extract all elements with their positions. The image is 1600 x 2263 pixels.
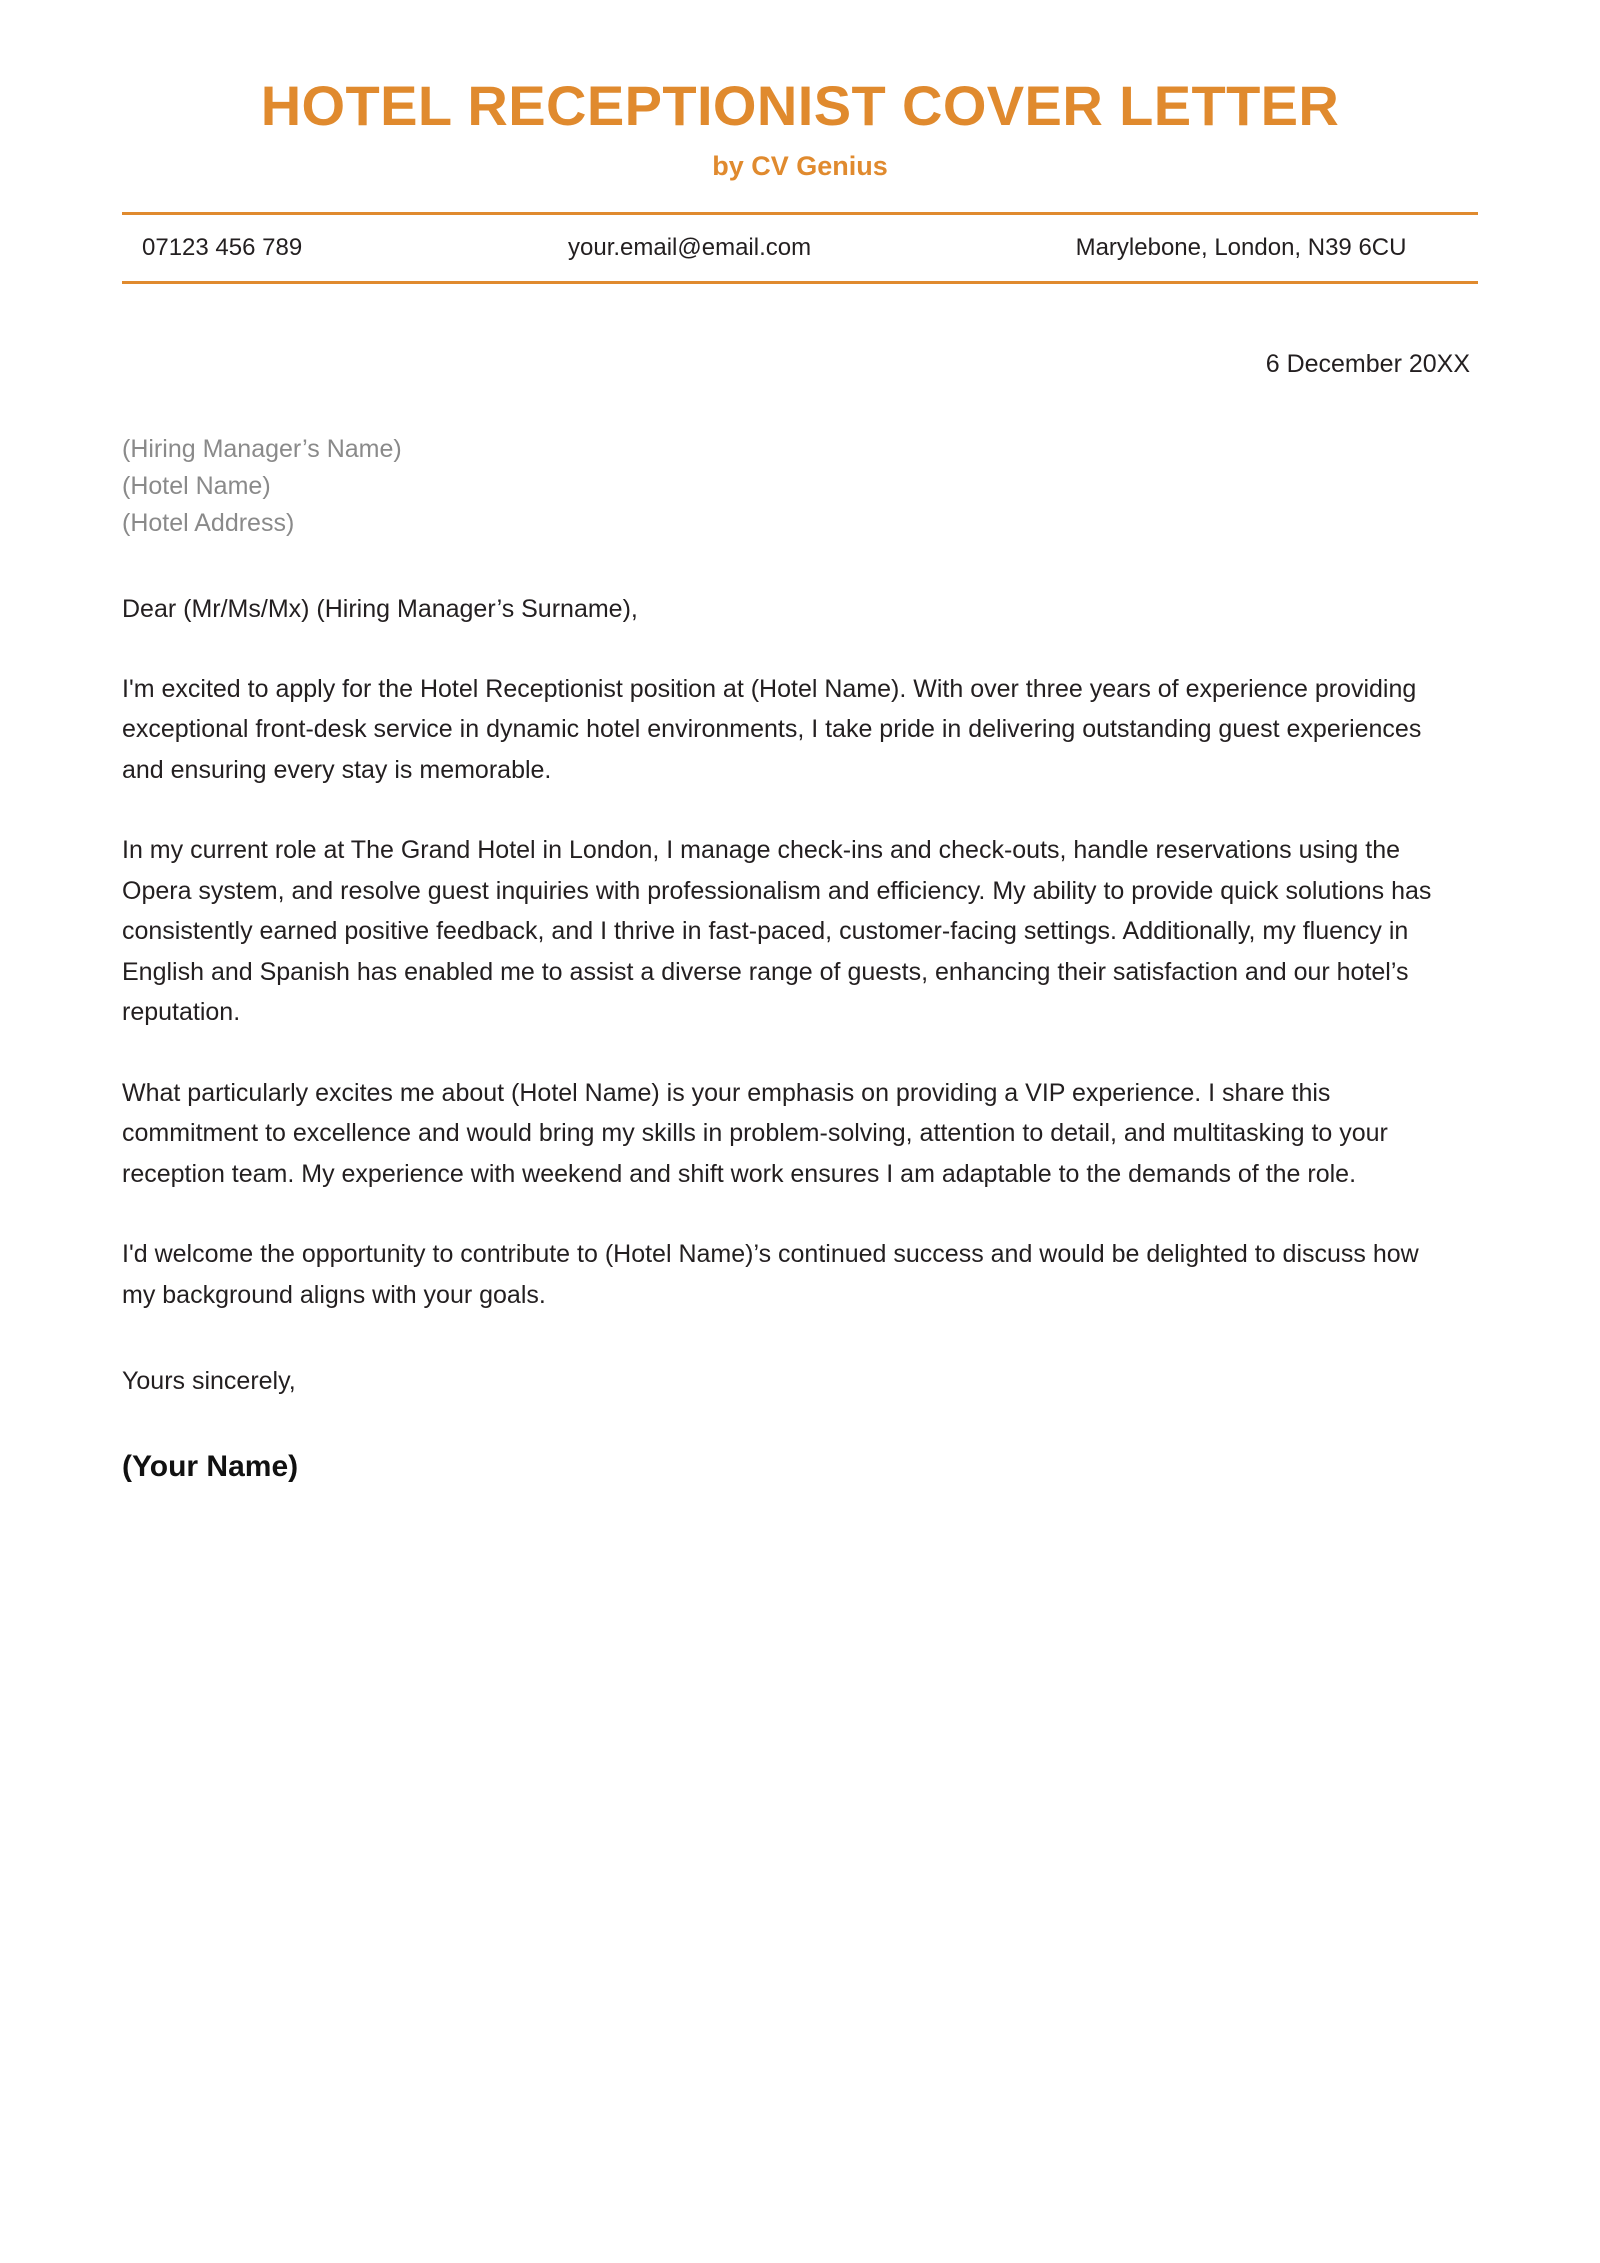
recipient-line-company: (Hotel Name) <box>122 471 271 500</box>
letter-closing: Yours sincerely, <box>122 1367 296 1396</box>
letter-paragraph-4: I'd welcome the opportunity to contribute to (Hotel Name)’s continued success and would be delighted to discuss how my background aligns with your goals. <box>122 1240 1419 1309</box>
contact-bar <box>122 215 1478 281</box>
letter-paragraph-1: I'm excited to apply for the Hotel Receptionist position at (Hotel Name). With over three years of experience providing exceptional front-desk service in dynamic hotel environments, I take pride in delivering outstanding guest experiences and ensuring every stay is memorable. <box>122 674 1422 784</box>
page-title: HOTEL RECEPTIONIST COVER LETTER <box>260 74 1340 137</box>
letter-paragraph-3: What particularly excites me about (Hotel Name) is your emphasis on providing a VIP experience. I share this commitment to excellence and would bring my skills in problem-solving, attention to detail, and multitasking to your reception team. My experience with weekend and shift work ensures I am adaptable to the demands of the role. <box>122 1078 1388 1188</box>
recipient-line-name: (Hiring Manager’s Name) <box>122 435 402 464</box>
recipient-address-block <box>122 431 1478 541</box>
recipient-line-address: (Hotel Address) <box>122 508 295 537</box>
letter-date: 6 December 20XX <box>1265 350 1470 379</box>
header-divider-bottom <box>122 281 1478 284</box>
letter-salutation: Dear (Mr/Ms/Mx) (Hiring Manager’s Surname), <box>122 595 638 624</box>
contact-phone: 07123 456 789 <box>142 234 303 262</box>
page-subtitle: by CV Genius <box>712 151 888 182</box>
contact-email: your.email@email.com <box>568 234 812 262</box>
letterhead <box>122 0 1478 182</box>
contact-address: Marylebone, London, N39 6CU <box>1075 234 1407 262</box>
letter-paragraph-2: In my current role at The Grand Hotel in London, I manage check-ins and check-outs, handle reservations using the Opera system, and resolve guest inquiries with professionalism and efficiency. My ability to provide quick solutions has consistently earned positive feedback, and I thrive in fast-paced, customer-facing settings. Additionally, my fluency in English and Spanish has enabled me to assist a diverse range of guests, enhancing their satisfaction and our hotel’s reputation. <box>122 836 1432 1027</box>
letter-signature: (Your Name) <box>122 1449 299 1483</box>
